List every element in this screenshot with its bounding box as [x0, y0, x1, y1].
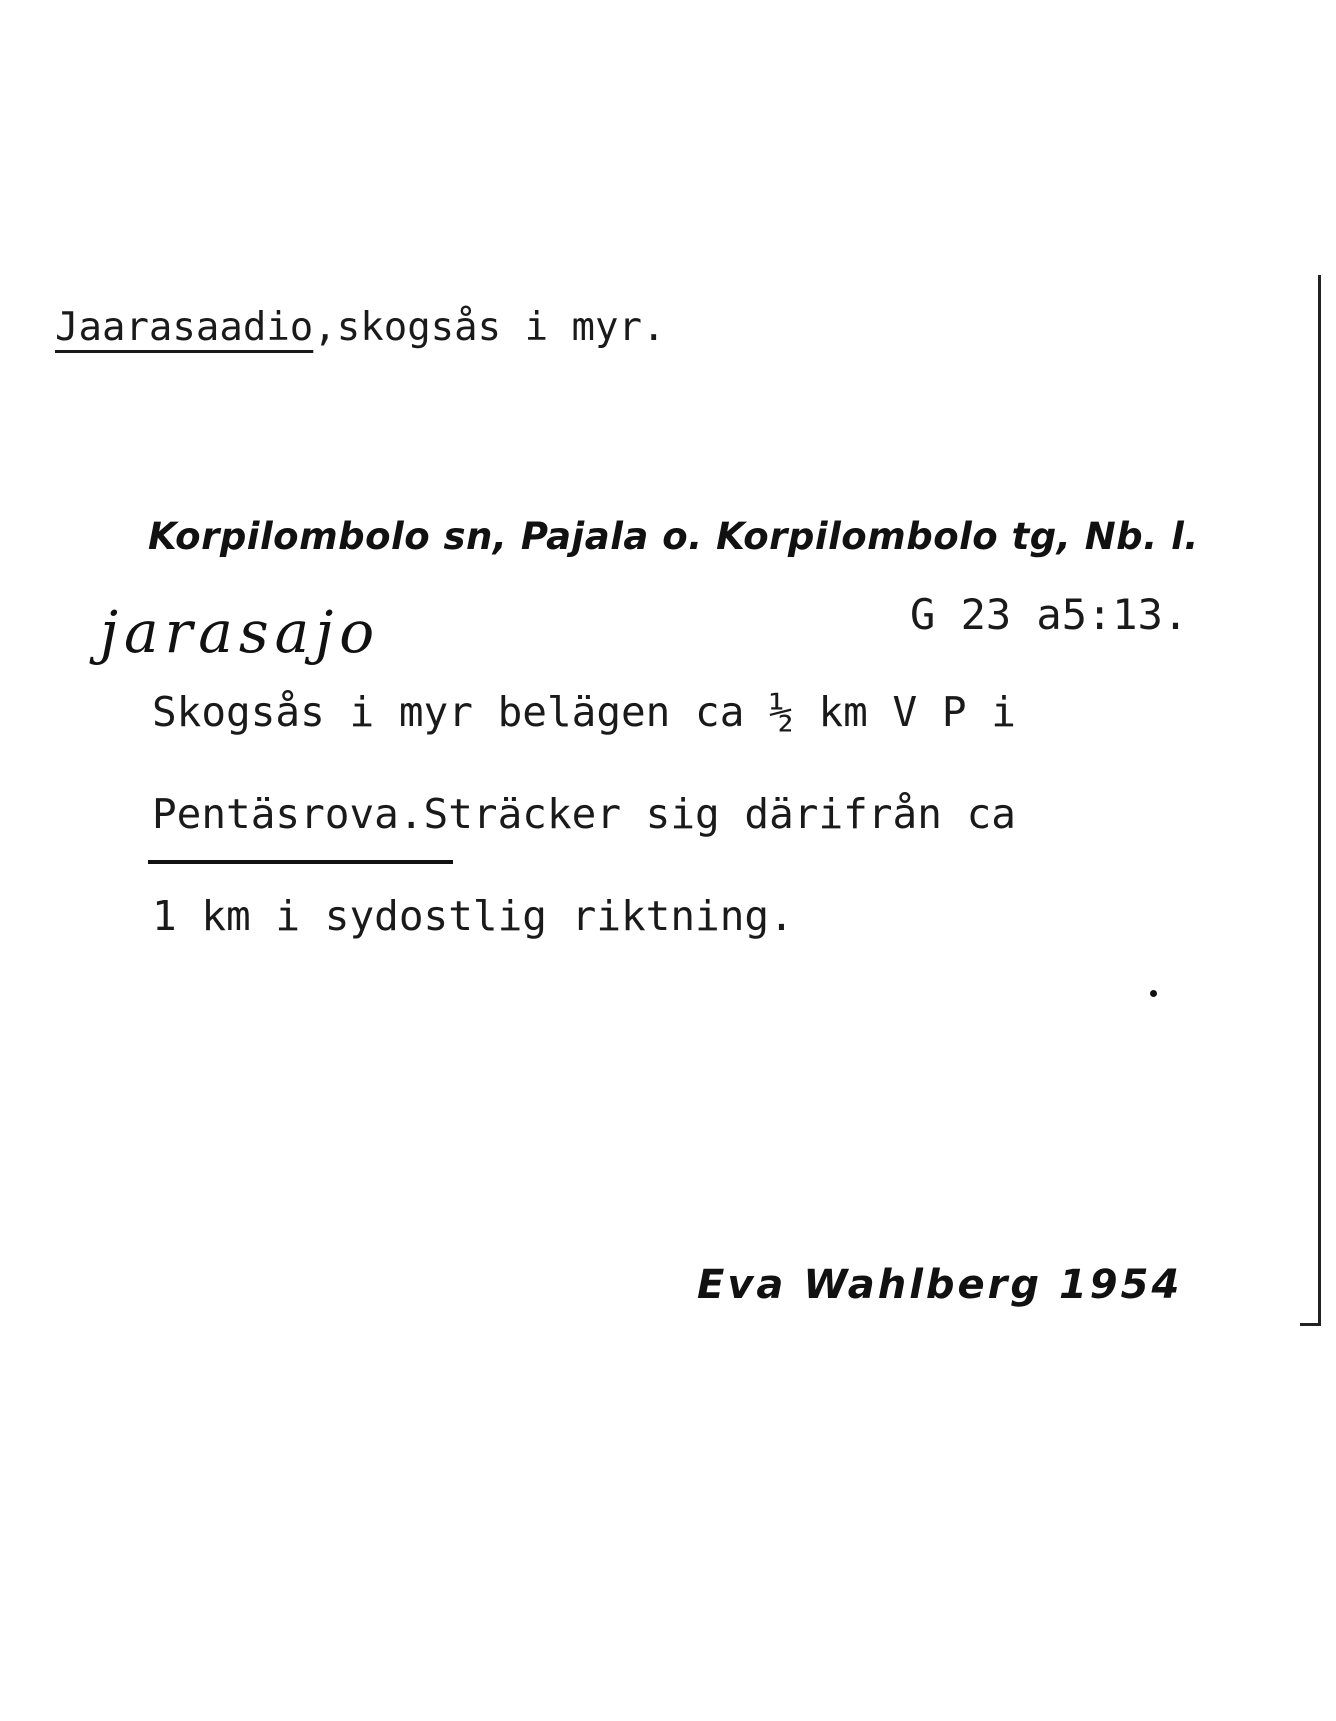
- handwritten-pronunciation: jarasajo: [100, 598, 381, 666]
- signature: Eva Wahlberg 1954: [697, 1262, 1183, 1308]
- card-edge-line: [1318, 275, 1321, 1325]
- description-line-1: Skogsås i myr belägen ca ½ km V P i: [152, 688, 1016, 736]
- description-line-3: 1 km i sydostlig riktning.: [152, 892, 794, 940]
- map-reference: G 23 a5:13.: [910, 590, 1189, 639]
- ink-dot: [1150, 990, 1157, 997]
- place-name-underline: [148, 860, 453, 864]
- headword-description: ,skogsås i myr.: [313, 305, 666, 350]
- headword-line: [55, 305, 665, 350]
- headword: Jaarasaadio: [55, 305, 314, 350]
- card-edge-corner: [1300, 1323, 1321, 1326]
- location-line: Korpilombolo sn, Pajala o. Korpilombolo tg, Nb. l.: [148, 515, 1199, 558]
- description-line-2: Pentäsrova.Sträcker sig därifrån ca: [152, 790, 1016, 838]
